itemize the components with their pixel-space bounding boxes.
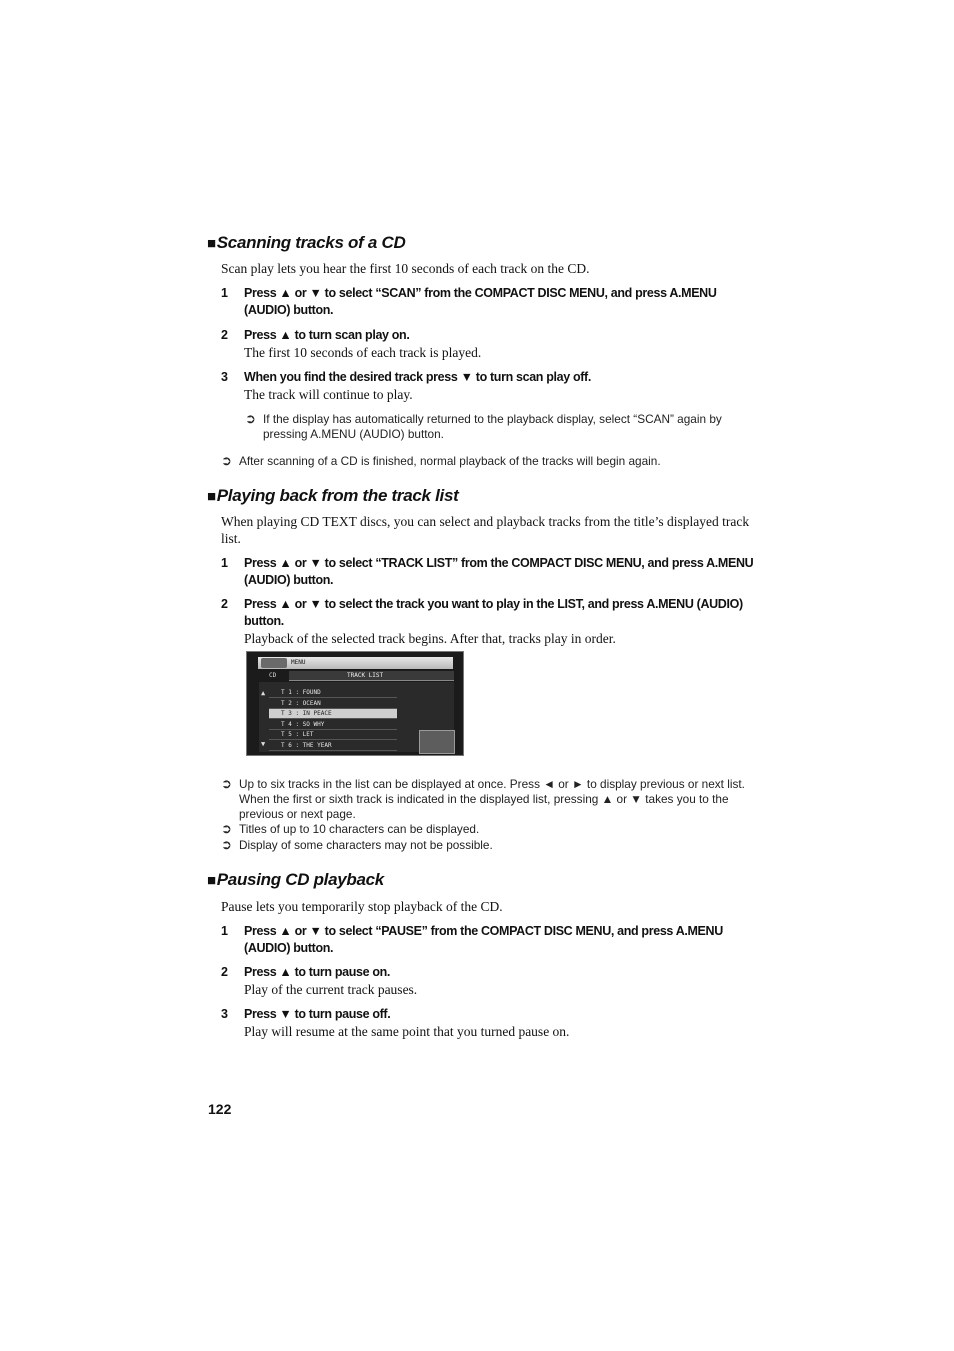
page-number: 122 [208,1101,232,1117]
track-row: T 2 : OCEAN [269,699,397,709]
screen-title: TRACK LIST [347,672,384,679]
track-list-screenshot [246,651,464,756]
step-pausing-2-body: Play of the current track pauses. [244,982,418,997]
joystick-pad-icon [419,730,455,754]
step-scanning-2-body: The first 10 seconds of each track is played. [244,345,482,360]
scroll-down-icon: ▼ [261,740,266,748]
track-row: T 4 : SO WHY [269,720,397,730]
section-heading-track-list: ■Playing back from the track list [207,486,459,505]
intro-pausing: Pause lets you temporarily stop playback of the CD. [221,899,503,914]
arrow-note-icon: ➲ [221,821,232,836]
intro-track-list: When playing CD TEXT discs, you can select and playback tracks from the title’s displayed track list. [221,514,750,546]
screen-top-bar [258,657,453,669]
step-scanning-3-body: The track will continue to play. [244,387,413,402]
track-row: T 1 : FOUND [269,688,397,698]
track-row-selected: T 3 : IN PEACE [269,709,397,719]
step-pausing-3-body: Play will resume at the same point that you turned pause on. [244,1024,570,1039]
intro-scanning: Scan play lets you hear the first 10 seconds of each track on the CD. [221,261,590,276]
step-track-list-2-body: Playback of the selected track begins. After that, tracks play in order. [244,631,616,646]
track-row: T 6 : THE YEAR [269,741,397,751]
screen-source-label: CD [269,672,277,679]
scroll-up-icon: ▲ [261,689,266,697]
manual-page: ■Scanning tracks of a CD Scan play lets you hear the first 10 seconds of each track on the CD. 1 Press ▲ or ▼ to select “SCAN” from the COMPACT DISC MENU, and press A.MENU (AUDIO) button. 2 Press ▲ to turn scan play on. The first 10 seconds of each track is played. 3 When you find the desired track press ▼ to turn scan play off. The track will continue to play. ➲ If the display has automatically returned to the playback display, select “SCAN” again by pressing A.MENU (AUDIO) button. ➲ After scanning of a CD is finished, normal playback of the tracks will begin again. ■Playing back from the track list When playing CD TEXT discs, you can select and playback tracks from the title’s displayed track list. 1 Press ▲ or ▼ to select “TRACK LIST” from the COMPACT DISC MENU, and press A.MENU (AUDIO) button. 2 Press ▲ or ▼ to select the track you want to play in the LIST, and press A.MENU (AUDIO) button. Playback of the selected track begins. After that, tracks play in order. MENU CD TRACK LIST ▲ ▼ T 1 : FOUND T 2 : OCEAN T 3 : IN PEACE T 4 : SO WHY T 5 : LET T 6 : THE YEAR ➲ Up to six tracks in the list can be displayed at once. Press ◄ or ► to display previous or next list. When the first or sixth track is indicated in the displayed list, pressing ▲ or ▼ takes you to the previous or next page. ➲ Titles of up to 10 characters can be displayed. ➲ Display of some characters may not be possible. ■Pausing CD playback Pause lets you temporarily stop playback of the CD. 1 Press ▲ or ▼ to select “PAUSE” from the COMPACT DISC MENU, and press A.MENU (AUDIO) button. 2 Press ▲ to turn pause on. Play of the current track pauses. 3 Press ▼ to turn pause off. Play will resume at the same point that you turned pause on. 122 [0,0,954,1351]
arrow-note-icon: ➲ [221,453,232,468]
section-heading-pausing: ■Pausing CD playback [207,870,384,889]
arrow-note-icon: ➲ [221,837,232,852]
track-row: T 5 : LET [269,730,397,740]
screen-menu-label: MENU [291,659,306,666]
arrow-note-icon: ➲ [221,776,232,791]
section-heading-scanning: ■Scanning tracks of a CD [207,233,406,252]
disc-logo-icon [261,658,287,668]
arrow-note-icon: ➲ [245,411,256,426]
